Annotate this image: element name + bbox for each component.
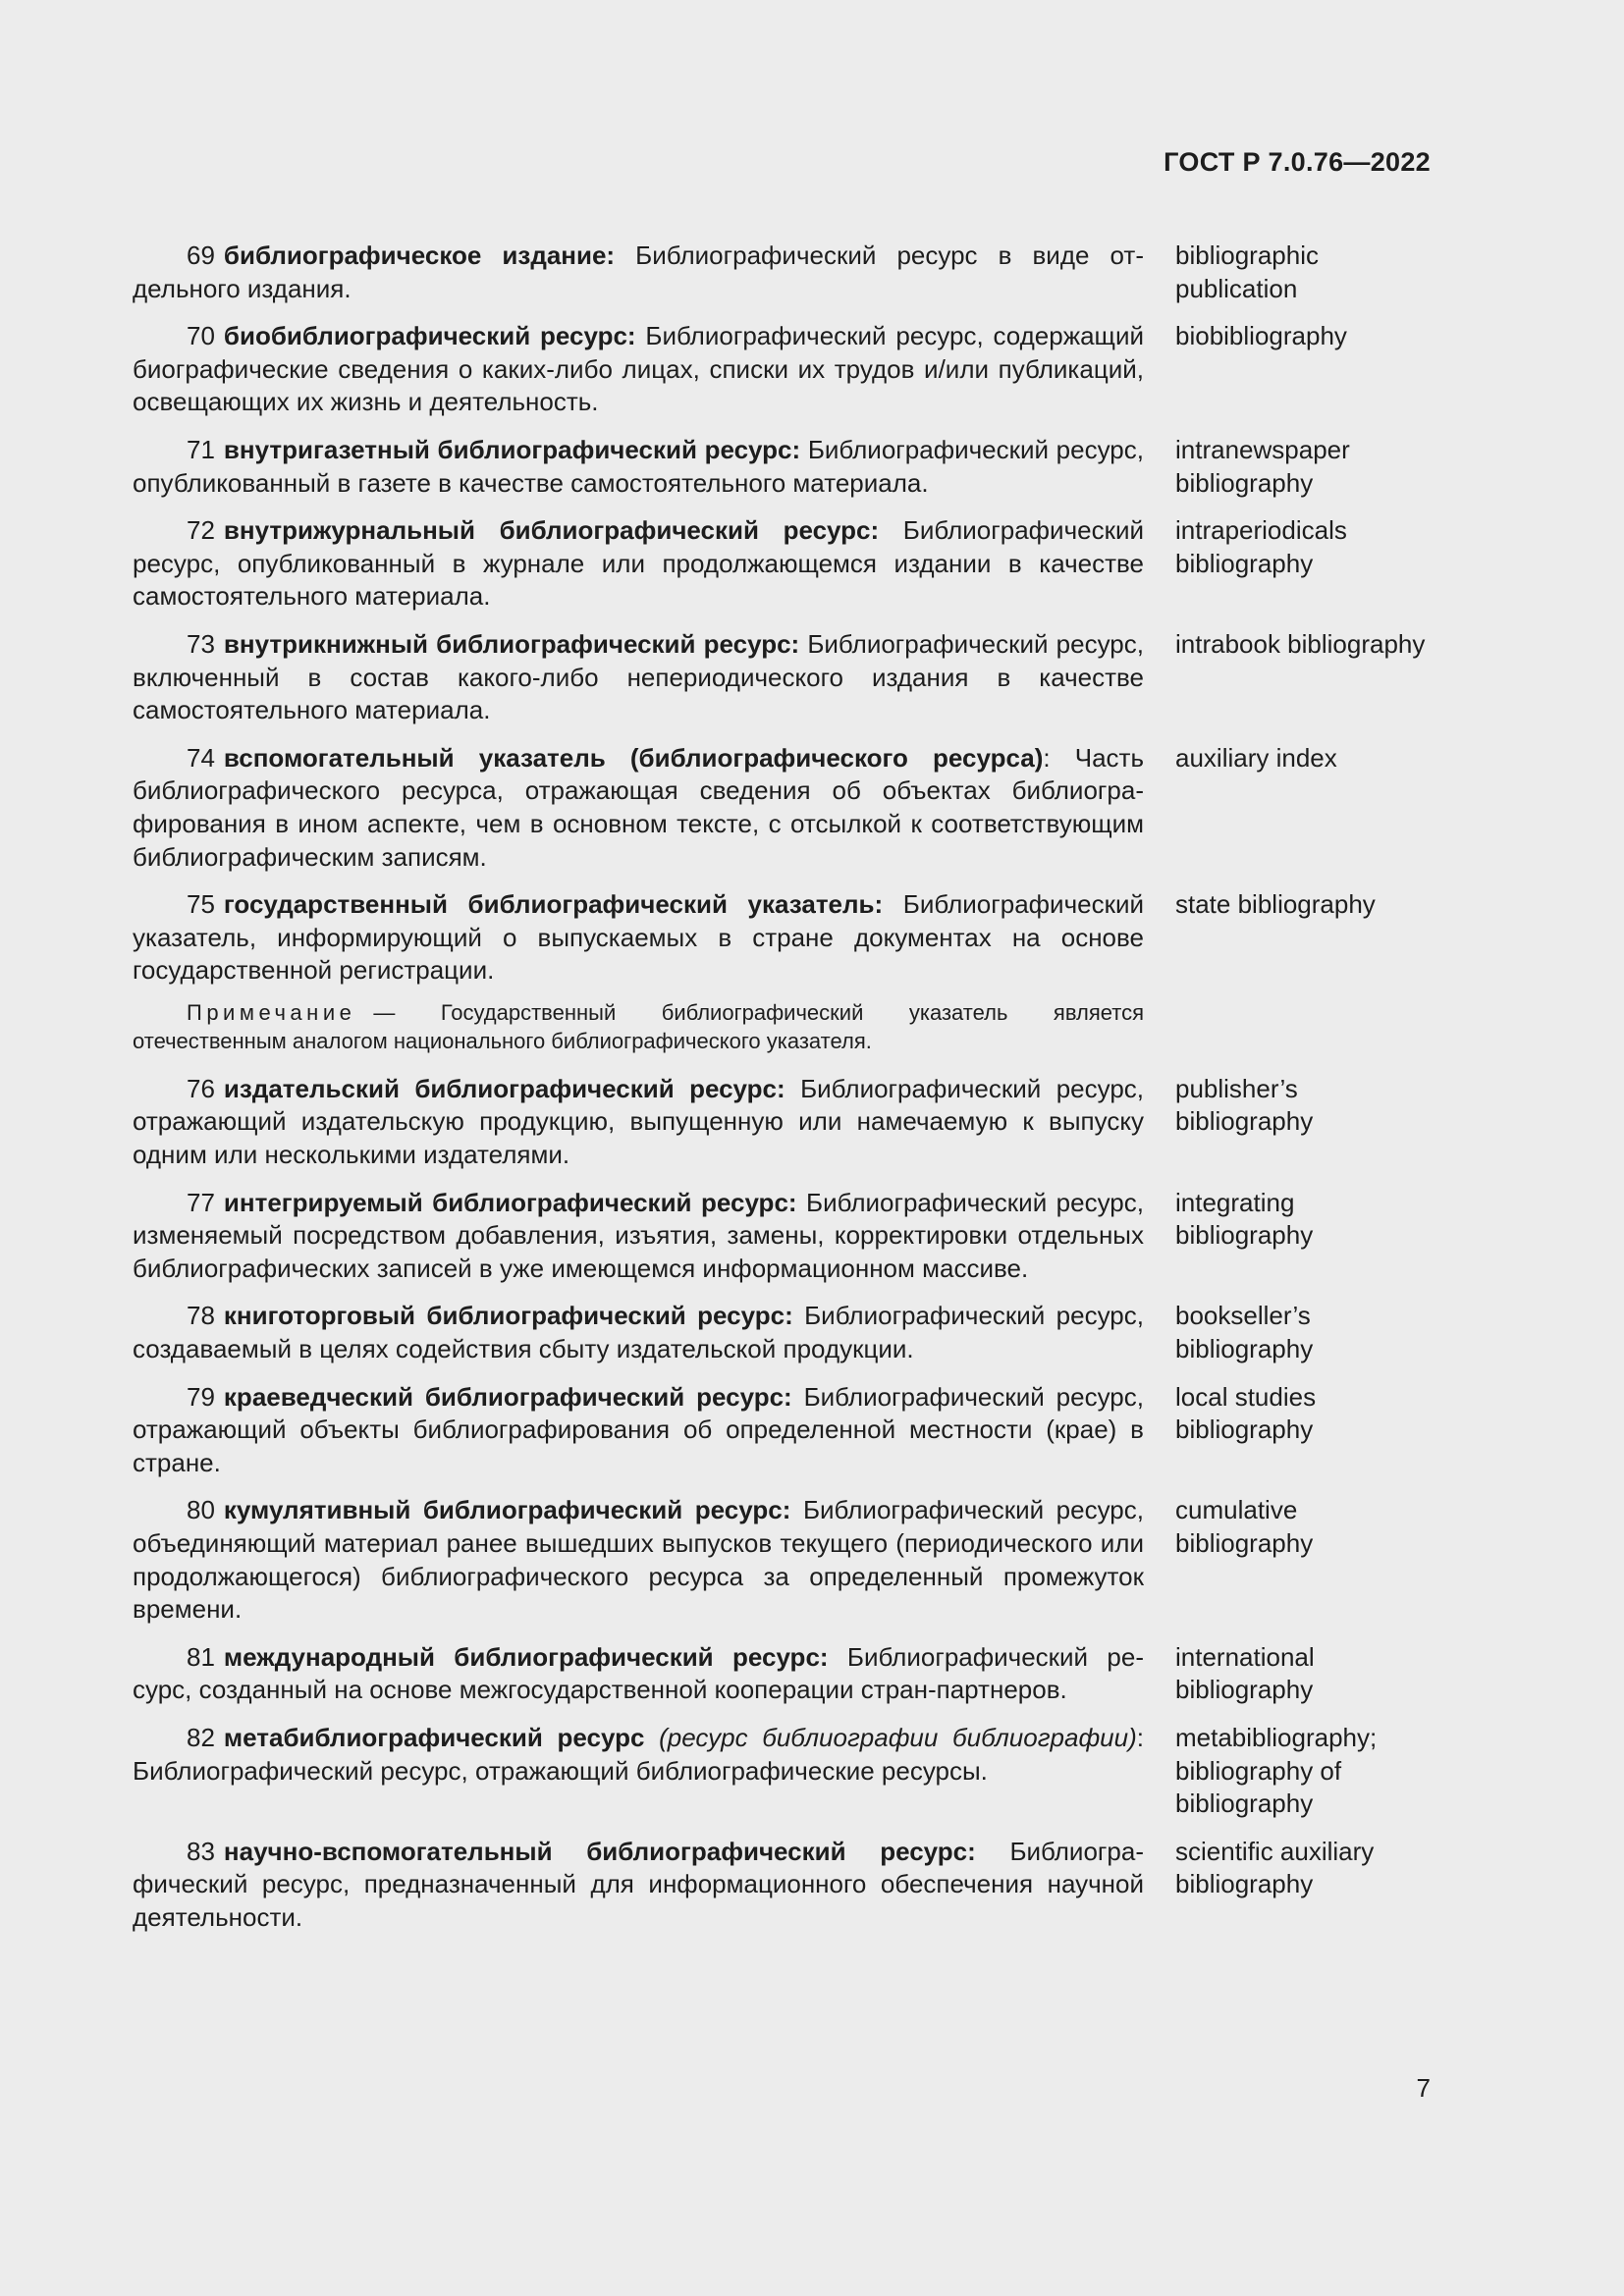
term-definition-block [133, 1836, 1144, 1935]
english-equivalent: auxiliary index [1175, 742, 1337, 773]
term-punctuation: : [1136, 1722, 1144, 1752]
term-entry [133, 1073, 1429, 1172]
term-entry [133, 1300, 1429, 1365]
english-equivalent: intrabook bibliography [1175, 628, 1426, 659]
term-entry [133, 1836, 1429, 1935]
term-definition: Часть библиографического ресурса, отражающая сведения об объектах библиографирования в ином аспекте, чем в основном тексте, с отсылкой к соответствующим библиографическим записям. [133, 742, 1145, 872]
term-title: биобиблиографический ресурс: [223, 321, 636, 351]
term-definition-block [133, 1722, 1144, 1821]
term-definition-block [133, 1494, 1144, 1626]
term-definition: Библиографический ресурс, опубликованный в журнале или продолжающемся издании в качестве самостоятельного материала. [133, 515, 1144, 612]
term-definition-block [133, 1300, 1144, 1365]
term-title: кумулятивный библиографический ресурс: [223, 1495, 791, 1525]
term-entry [133, 1187, 1429, 1286]
note-label: Примечание [187, 999, 356, 1025]
term-synonym: (ресурс библиографии библиографии) [659, 1722, 1137, 1752]
term-title: издательский библиографический ресурс: [223, 1073, 785, 1103]
term-title: международный библиографический ресурс: [223, 1641, 829, 1672]
term-definition-block [133, 1187, 1144, 1286]
term-definition: Библиографический ресурс, создаваемый в целях содействия сбыту издательской продукции. [133, 1301, 1144, 1364]
terms-list [133, 240, 1429, 1949]
term-number: 78 [187, 1301, 215, 1331]
term-number: 81 [187, 1641, 215, 1672]
term-punctuation: : [1043, 742, 1051, 773]
term-definition: Библиографический ресурс, опубликованный в газете в качестве самостоятельного материала. [133, 434, 1144, 498]
note-text: — Государственный библиографический указатель является отечественным аналогом национального библиографического указателя. [133, 999, 1144, 1053]
term-definition: Библиографический ресурс, отражающий объекты библиографирования об определенной местности (крае) в стране. [133, 1381, 1144, 1477]
term-number: 69 [187, 240, 215, 270]
term-title: внутрижурнальный библиографический ресурс: [223, 515, 880, 546]
term-entry [133, 434, 1429, 500]
english-equivalent: state bibliography [1175, 889, 1376, 920]
term-definition-block [133, 320, 1144, 419]
term-entry [133, 1722, 1429, 1821]
english-equivalent: metabibliography; bibliography of bibliography [1175, 1722, 1378, 1819]
term-definition-block [133, 240, 1144, 305]
term-number: 80 [187, 1495, 215, 1525]
term-number: 75 [187, 889, 215, 920]
term-number: 79 [187, 1381, 215, 1412]
term-definition-block [133, 628, 1144, 727]
term-number: 74 [187, 742, 215, 773]
term-definition: Библиографический указатель, информирующий о выпускаемых в стране документах на основе государственной регистрации. [133, 889, 1144, 986]
term-title: интегрируемый библиографический ресурс: [223, 1187, 797, 1217]
term-definition-block [133, 434, 1144, 500]
term-number: 83 [187, 1836, 215, 1866]
term-number: 76 [187, 1073, 215, 1103]
term-entry [133, 742, 1429, 874]
term-entry [133, 320, 1429, 419]
term-title: научно-вспомогательный библиографический ресурс: [223, 1836, 976, 1866]
term-entry [133, 240, 1429, 305]
term-definition: Библиографический ресурс, включенный в состав какого-либо непериодического издания в качестве самостоятельного материала. [133, 628, 1144, 725]
term-definition-block [133, 514, 1144, 614]
term-definition: Библиографический ресурс, отражающий издательскую продукцию, выпущенную или намечаемую к выпуску одним или несколькими издателями. [133, 1073, 1145, 1170]
english-equivalent: international bibliography [1175, 1641, 1315, 1705]
term-definition: Библиографический ресурс, изменяемый посредством добавления, изъятия, замены, корректировки отдельных библиографических записей в уже имеющемся информационном массиве. [133, 1187, 1144, 1283]
english-equivalent: biobibliography [1175, 321, 1347, 351]
term-number: 72 [187, 515, 215, 546]
term-definition-block [133, 742, 1144, 874]
term-definition-block [133, 1381, 1144, 1480]
term-entry [133, 888, 1429, 988]
term-definition-block [133, 1641, 1144, 1707]
term-definition: Библиографический ресурс, отражающий библиографические ресурсы. [133, 1755, 988, 1786]
english-equivalent: integrating bibliography [1175, 1187, 1314, 1251]
term-entry [133, 1381, 1429, 1480]
term-entry [133, 1641, 1429, 1707]
term-definition: Библиографический ресурс, содержащий биографические сведения о каких-либо лицах, списки их трудов и/или публикаций, освещающих их жизнь и деятельность. [133, 321, 1144, 417]
term-definition-block [133, 1073, 1144, 1172]
term-title: внутрикнижный библиографический ресурс: [223, 628, 800, 659]
term-entry [133, 628, 1429, 727]
term-entry [133, 514, 1429, 614]
term-definition: Библиографический ресурс, предназначенный для информационного обеспечения научной деятельности. [133, 1836, 1144, 1932]
english-equivalent: intranewspaper bibliography [1175, 434, 1350, 498]
term-number: 73 [187, 628, 215, 659]
english-equivalent: local studies bibliography [1175, 1381, 1317, 1445]
term-title: вспомогательный указатель (библиографического ресурса) [223, 742, 1044, 773]
term-definition: Библиографический ресурс, созданный на основе межгосударственной кооперации стран-партнеров. [133, 1641, 1144, 1705]
term-number: 77 [187, 1187, 215, 1217]
english-equivalent: cumulative bibliography [1175, 1495, 1314, 1558]
term-entry [133, 1494, 1429, 1626]
term-title: краеведческий библиографический ресурс: [223, 1381, 792, 1412]
document-header: ГОСТ Р 7.0.76—2022 [1164, 147, 1431, 177]
term-number: 70 [187, 321, 215, 351]
page-number: 7 [1416, 2073, 1431, 2103]
term-note [133, 998, 1144, 1055]
term-title: государственный библиографический указатель: [223, 889, 884, 920]
english-equivalent: publisher’s bibliography [1175, 1073, 1314, 1137]
term-number: 82 [187, 1722, 215, 1752]
term-title: метабиблиографический ресурс [223, 1722, 645, 1752]
term-number: 71 [187, 434, 215, 464]
english-equivalent: intraperiodicals bibliography [1175, 515, 1347, 578]
term-definition: Библиографический ресурс, объединяющий материал ранее вышедших выпусков текущего (периодического или продолжающегося) библиографического ресурса за определенный промежуток времени. [133, 1495, 1144, 1625]
term-definition: Библиографический ресурс в виде отдельного издания. [133, 240, 1144, 303]
term-title: книготорговый библиографический ресурс: [223, 1301, 793, 1331]
english-equivalent: bibliographic publication [1175, 240, 1319, 303]
term-title: библиографическое издание: [223, 240, 616, 270]
term-title: внутригазетный библиографический ресурс: [223, 434, 801, 464]
english-equivalent: scientific auxiliary bibliography [1175, 1836, 1375, 1899]
term-definition-block [133, 888, 1144, 988]
english-equivalent: bookseller’s bibliography [1175, 1301, 1314, 1364]
